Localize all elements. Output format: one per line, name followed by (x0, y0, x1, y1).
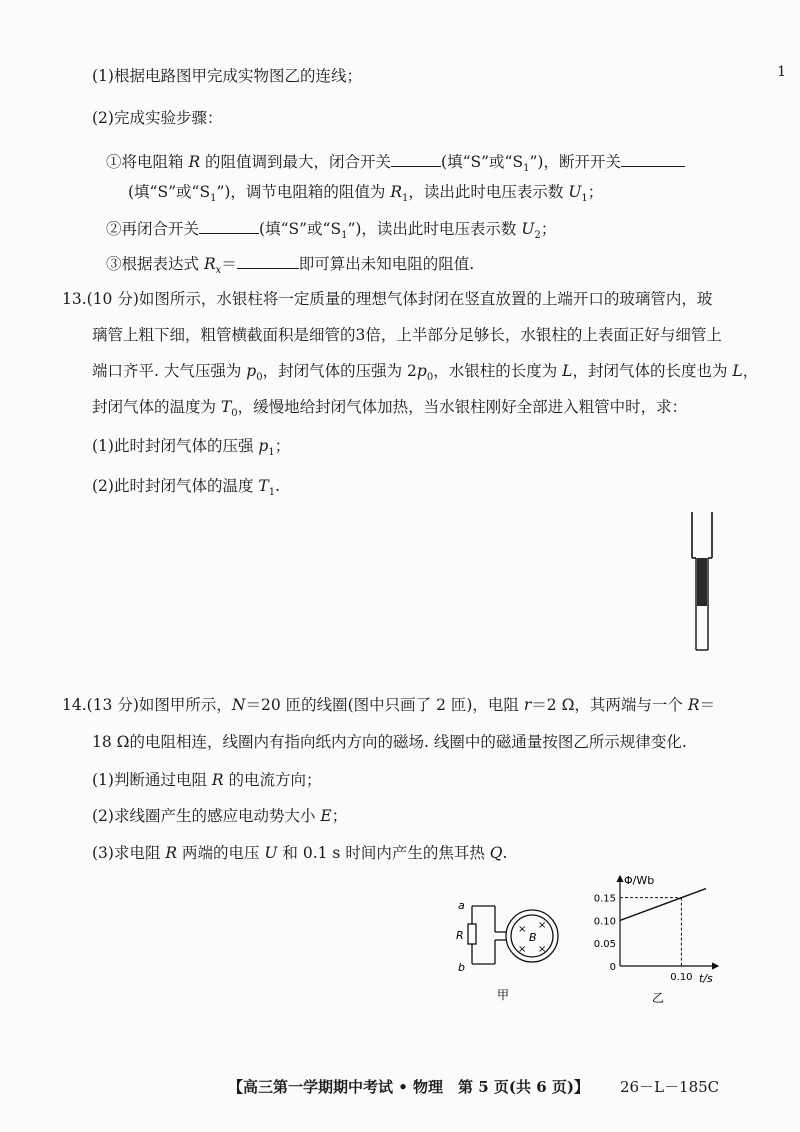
flux-time-chart (580, 868, 730, 1008)
mercury-column (697, 558, 707, 606)
y-tick-label: 0 (609, 962, 616, 973)
exam-code: 26－L－185C (620, 1078, 720, 1096)
answer-blank[interactable] (391, 150, 441, 167)
x-tick-label: 0.10 (670, 972, 693, 983)
cross-mark: × (538, 944, 547, 955)
q14-sub3: (3)求电阻 R 两端的电压 U 和 0.1 s 时间内产生的焦耳热 Q. (92, 844, 508, 862)
q13-line1: 13.(10 分)如图所示，水银柱将一定质量的理想气体封闭在竖直放置的上端开口的玻璃管内，玻 (62, 290, 713, 308)
q13-line4: 封闭气体的温度为 $T_0$，缓慢地给封闭气体加热，当水银柱刚好全部进入粗管中时，求： (92, 398, 688, 420)
cross-mark: × (518, 944, 527, 955)
q12-part2: (2)完成实验步骤： (92, 109, 223, 127)
y-axis-label: Φ/Wb (624, 874, 655, 887)
flux-series-line (620, 889, 706, 921)
answer-blank[interactable] (199, 217, 259, 234)
answer-blank[interactable] (237, 252, 299, 269)
q12-step1-line1: ①将电阻箱 R 的阻值调到最大，闭合开关 (填“S”或“$S_1$”)，断开开关 (106, 150, 685, 179)
resistor-label: R (456, 929, 464, 942)
figure-jia-caption: 甲 (497, 988, 510, 1002)
q13-line3: 端口齐平. 大气压强为 $p_0$，封闭气体的压强为 $2p_0$，水银柱的长度为 L，封闭气体的长度也为 L， (92, 362, 759, 384)
page-number: 1 (777, 64, 786, 80)
y-tick-label: 0.10 (593, 916, 616, 928)
cross-mark: × (538, 920, 547, 931)
glass-tube-figure (680, 510, 730, 660)
q12-step2: ②再闭合开关 (填“S”或“$S_1$”)，读出此时电压表示数 $U_2$； (106, 217, 556, 246)
q12-part1: (1)根据电路图甲完成实物图乙的连线； (92, 67, 362, 85)
resistor-R (468, 924, 476, 944)
q14-line2: 18 Ω的电阻相连，线圈内有指向纸内方向的磁场. 线圈中的磁通量按图乙所示规律变化. (92, 733, 687, 751)
q14-line1: 14.(13 分)如图甲所示，N＝20 匝的线圈(图中只画了 2 匝)，电阻 r＝2 Ω，其两端与一个 R＝ (62, 696, 716, 714)
q12-step3: ③根据表达式 $R_x=$ 即可算出未知电阻的阻值. (106, 252, 474, 281)
y-tick-label: 0.15 (593, 893, 616, 905)
q13-sub1: (1)此时封闭气体的压强 $p_1$； (92, 437, 291, 459)
q13-line2: 璃管上粗下细，粗管横截面积是细管的3倍，上半部分足够长，水银柱的上表面正好与细管上 (92, 326, 722, 344)
q13-sub2: (2)此时封闭气体的温度 $T_1$. (92, 477, 281, 499)
y-tick-label: 0.05 (593, 939, 616, 951)
q12-step1-line2: (填“S”或“$S_1$”)，调节电阻箱的阻值为 $R_1$，读出此时电压表示数 $U_1$； (128, 183, 604, 205)
q14-sub2: (2)求线圈产生的感应电动势大小 E； (92, 807, 348, 825)
answer-blank[interactable] (621, 150, 685, 167)
page-footer: 【高三第一学期期中考试 • 物理 第 5 页(共 6 页)】 (228, 1078, 589, 1096)
field-B-label: B (529, 931, 537, 944)
q14-sub1: (1)判断通过电阻 R 的电流方向； (92, 771, 322, 789)
x-axis-label: t/s (699, 972, 713, 985)
terminal-b-label: b (458, 961, 465, 974)
terminal-a-label: a (458, 899, 465, 912)
figure-yi-caption: 乙 (652, 991, 665, 1005)
cross-mark: × (518, 924, 527, 935)
coil-circuit-figure (450, 890, 580, 1005)
